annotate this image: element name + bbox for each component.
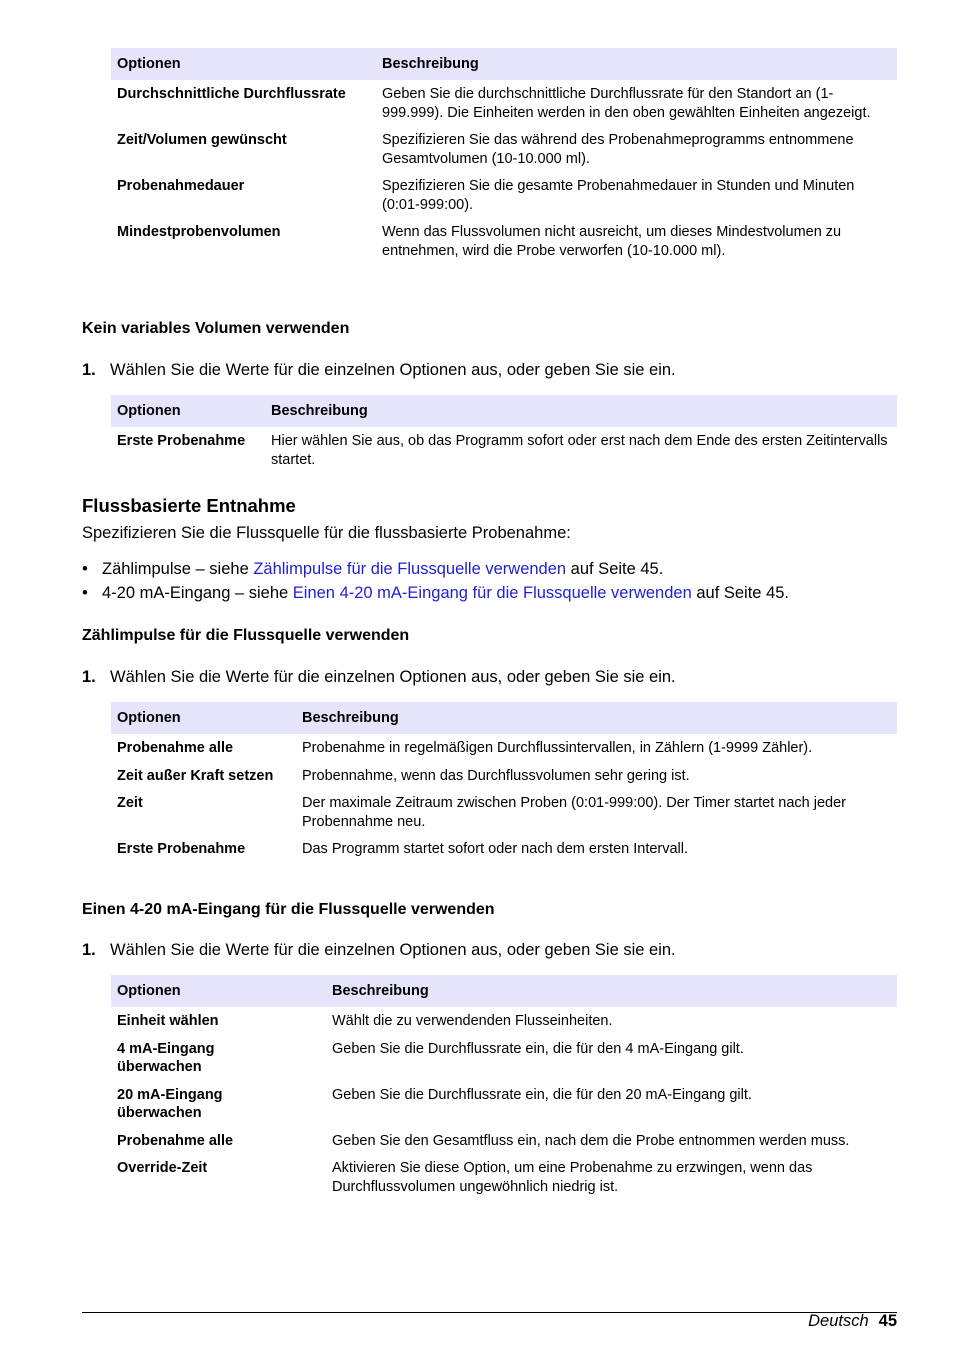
column-header-options: Optionen	[111, 48, 376, 80]
step-number: 1.	[82, 668, 96, 686]
section-heading-flussbasierte-entnahme: Flussbasierte Entnahme	[82, 495, 296, 516]
table-row	[111, 80, 897, 126]
option-description: Wählt die zu verwendenden Flusseinheiten.	[332, 1013, 613, 1029]
option-description: Geben Sie die Durchflussrate ein, die für den 4 mA-Eingang gilt.	[332, 1040, 744, 1057]
procedure-step	[82, 361, 676, 380]
table-row	[111, 1127, 897, 1155]
column-header-options: Optionen	[111, 702, 296, 734]
table-row	[111, 126, 897, 172]
option-name: Durchschnittliche Durchflussrate	[117, 86, 346, 102]
table-row	[111, 734, 897, 762]
table-row	[111, 218, 897, 264]
table-header-row	[111, 48, 897, 80]
column-header-options: Optionen	[111, 395, 265, 427]
bullet-symbol: •	[82, 584, 88, 602]
page-number: 45	[878, 1312, 897, 1330]
option-name: 4 mA-Eingang überwachen	[117, 1040, 215, 1075]
step-text: Wählen Sie die Werte für die einzelnen Optionen aus, oder geben Sie sie ein.	[110, 361, 676, 379]
table-header-row	[111, 702, 897, 734]
column-header-description: Beschreibung	[296, 702, 897, 734]
bullet-symbol: •	[82, 560, 88, 578]
table-row	[111, 1035, 897, 1081]
section-heading-zaehlimpulse: Zählimpulse für die Flussquelle verwenden	[82, 627, 410, 644]
intro-paragraph: Spezifizieren Sie die Flussquelle für die flussbasierte Probenahme:	[82, 524, 571, 542]
procedure-step	[82, 668, 676, 687]
list-item-prefix: 4-20 mA-Eingang – siehe	[102, 584, 293, 602]
option-description: Wenn das Flussvolumen nicht ausreicht, um dieses Mindestvolumen zu entnehmen, wird die Probe verworfen (10-10.000 ml).	[382, 224, 842, 259]
option-description: Probenahme in regelmäßigen Durchflussintervallen, in Zählern (1-9999 Zähler).	[302, 740, 813, 756]
option-description: Geben Sie den Gesamtfluss ein, nach dem die Probe entnommen werden muss.	[332, 1132, 850, 1149]
table-header-row	[111, 975, 897, 1007]
table-row	[111, 427, 897, 473]
column-header-description: Beschreibung	[265, 395, 897, 427]
table-header-row	[111, 395, 897, 427]
footer-divider	[82, 1312, 897, 1313]
option-name: Zeit	[117, 795, 143, 811]
option-name: Probenahmedauer	[117, 178, 245, 194]
option-name: Override-Zeit	[117, 1160, 208, 1176]
option-description: Hier wählen Sie aus, ob das Programm sofort oder erst nach dem Ende des ersten Zeitintervalls startet.	[271, 433, 888, 468]
option-name: Mindestprobenvolumen	[117, 224, 281, 240]
link-zaehlimpulse[interactable]: Zählimpulse für die Flussquelle verwenden	[253, 560, 567, 578]
table-row	[111, 762, 897, 790]
option-name: Erste Probenahme	[117, 433, 246, 449]
option-name: Zeit außer Kraft setzen	[117, 767, 274, 784]
list-item-suffix: auf Seite 45.	[691, 584, 790, 602]
page-footer	[808, 1312, 897, 1331]
footer-language: Deutsch	[808, 1312, 869, 1330]
options-table-1	[111, 48, 897, 264]
options-table-2	[111, 395, 897, 473]
section-heading-kein-variables-volumen: Kein variables Volumen verwenden	[82, 320, 350, 337]
option-name: Zeit/Volumen gewünscht	[117, 132, 287, 148]
list-item-suffix: auf Seite 45.	[566, 560, 664, 578]
step-number: 1.	[82, 941, 96, 959]
table-row	[111, 835, 897, 863]
option-description: Der maximale Zeitraum zwischen Proben (0:01-999:00). Der Timer startet nach jeder Probennahme neu.	[302, 795, 846, 830]
column-header-description: Beschreibung	[376, 48, 897, 80]
list-item	[82, 584, 789, 603]
table-row	[111, 1081, 897, 1127]
column-header-options: Optionen	[111, 975, 326, 1007]
option-name: 20 mA-Eingang überwachen	[117, 1086, 223, 1121]
option-description: Geben Sie die Durchflussrate ein, die für den 20 mA-Eingang gilt.	[332, 1086, 752, 1103]
section-heading-ma-eingang: Einen 4-20 mA-Eingang für die Flussquelle verwenden	[82, 901, 495, 918]
option-description: Probennahme, wenn das Durchflussvolumen sehr gering ist.	[302, 767, 690, 784]
option-description: Aktivieren Sie diese Option, um eine Probenahme zu erzwingen, wenn das Durchflussvolumen ungewöhnlich niedrig ist.	[332, 1160, 813, 1195]
option-description: Geben Sie die durchschnittliche Durchflussrate für den Standort an (1-999.999). Die Einheiten werden in den oben gewählten Einheiten angezeigt.	[382, 86, 871, 121]
step-text: Wählen Sie die Werte für die einzelnen Optionen aus, oder geben Sie sie ein.	[110, 668, 676, 686]
option-name: Probenahme alle	[117, 740, 234, 756]
option-description: Das Programm startet sofort oder nach dem ersten Intervall.	[302, 841, 689, 857]
option-name: Erste Probenahme	[117, 841, 246, 857]
options-table-4	[111, 975, 897, 1200]
column-header-description: Beschreibung	[326, 975, 897, 1007]
table-row	[111, 172, 897, 218]
list-item-prefix: Zählimpulse – siehe	[102, 560, 254, 578]
list-item	[82, 560, 663, 579]
option-description: Spezifizieren Sie die gesamte Probenahmedauer in Stunden und Minuten (0:01-999:00).	[382, 178, 855, 213]
link-ma-eingang[interactable]: Einen 4-20 mA-Eingang für die Flussquelle verwenden	[292, 584, 692, 602]
step-text: Wählen Sie die Werte für die einzelnen Optionen aus, oder geben Sie sie ein.	[110, 941, 676, 959]
procedure-step	[82, 941, 676, 960]
table-row	[111, 789, 897, 835]
option-name: Einheit wählen	[117, 1013, 219, 1029]
step-number: 1.	[82, 361, 96, 379]
options-table-3	[111, 702, 897, 863]
table-row	[111, 1154, 897, 1200]
option-description: Spezifizieren Sie das während des Probenahmeprogramms entnommene Gesamtvolumen (10-10.000 ml).	[382, 132, 854, 167]
table-row	[111, 1007, 897, 1035]
option-name: Probenahme alle	[117, 1132, 234, 1149]
